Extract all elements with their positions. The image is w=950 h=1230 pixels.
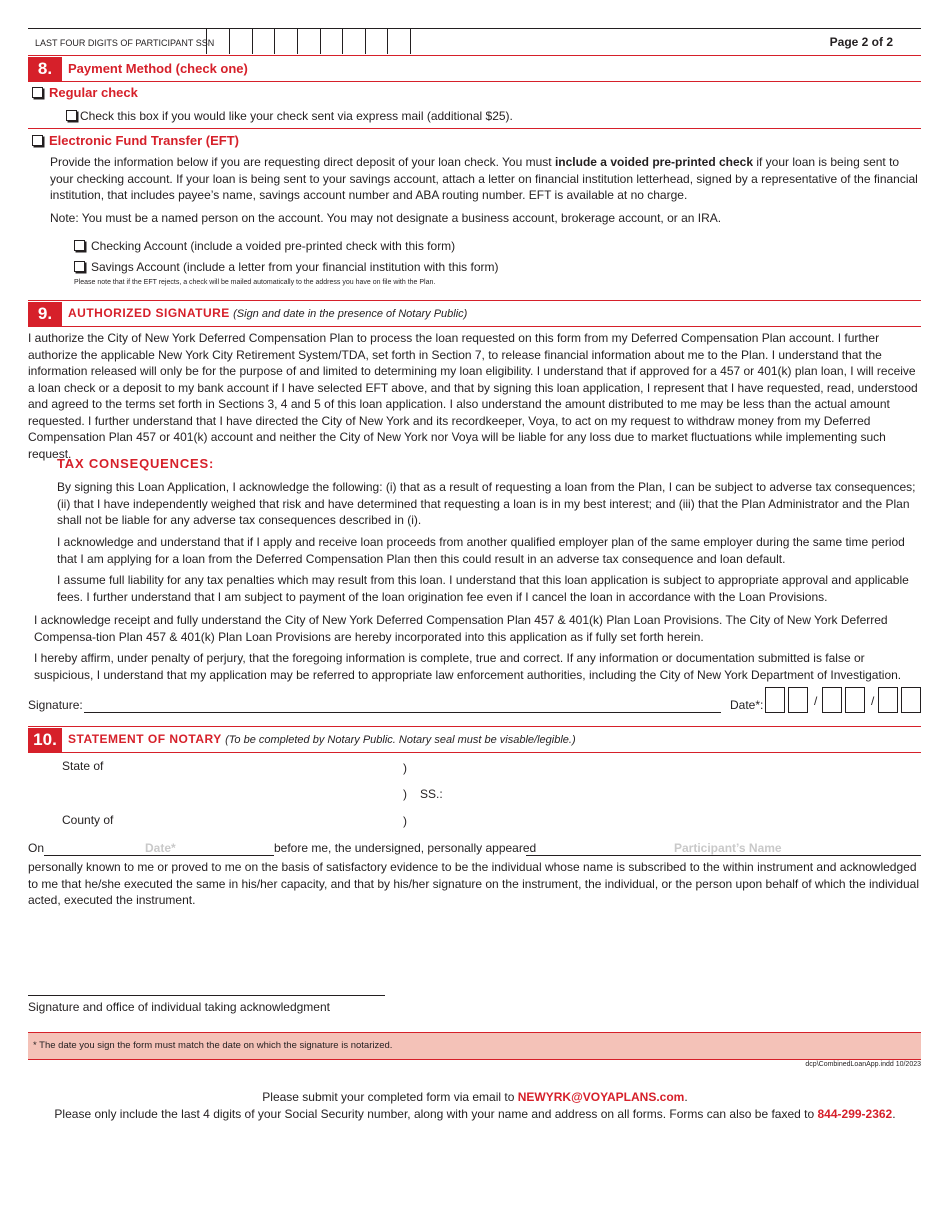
date-month-box-1[interactable] <box>765 687 785 713</box>
eft-text-bold: include a voided pre-printed check <box>554 155 754 169</box>
date-slash: / <box>871 694 875 708</box>
participant-name-line[interactable] <box>526 855 921 856</box>
date-note-banner <box>28 1032 921 1060</box>
ssn-note-text: Please only include the last 4 digits of your Social Security number, along with your name and address on all forms. Forms can also be faxed to <box>54 1107 818 1121</box>
tax-paragraph-2: I acknowledge and understand that if I apply and receive loan proceeds from another qualified employer plan of the same employer during the same time period that I am applying for a loan from the Deferred Compensation Plan then this could result in an adverse tax consequence and loan default. <box>57 535 905 566</box>
ssn-label: LAST FOUR DIGITS OF PARTICIPANT SSN <box>35 38 215 48</box>
section9-subtitle: (Sign and date in the presence of Notary Public) <box>233 308 468 320</box>
savings-label: Savings Account (include a letter from your financial institution with this form) <box>91 260 499 274</box>
tax-consequences-title: TAX CONSEQUENCES: <box>57 456 215 471</box>
eft-option[interactable] <box>32 133 239 148</box>
section9-number: 9. <box>28 302 62 326</box>
signature-label: Signature: <box>28 698 83 712</box>
eft-text-part: Provide the information below if you are requesting direct deposit of your loan check. You must <box>50 155 555 169</box>
checking-label: Checking Account (include a voided pre-printed check with this form) <box>91 239 456 253</box>
eft-title: Electronic Fund Transfer (EFT) <box>49 133 239 148</box>
regular-check-option[interactable] <box>32 85 138 100</box>
savings-checkbox[interactable] <box>74 261 85 272</box>
section9-title-rule <box>28 326 921 327</box>
before-me-text: before me, the undersigned, personally appeared <box>274 841 537 855</box>
section8-top-rule <box>28 55 921 56</box>
ssn-box[interactable] <box>342 29 365 54</box>
date-label: Date*: <box>730 698 764 712</box>
section8-number: 8. <box>28 57 62 81</box>
notary-date-line[interactable] <box>44 855 274 856</box>
section10-number: 10. <box>28 728 62 752</box>
on-label: On <box>28 841 45 855</box>
express-mail-option[interactable] <box>66 108 513 125</box>
checking-checkbox[interactable] <box>74 240 85 251</box>
submit-instructions <box>0 1090 950 1104</box>
eft-note: Note: You must be a named person on the account. You may not designate a business account, brokerage account, or an IRA. <box>50 211 722 225</box>
date-placeholder: Date* <box>145 841 176 855</box>
checking-account-option[interactable] <box>74 238 455 255</box>
authorization-paragraph: I authorize the City of New York Deferred Compensation Plan to process the loan requested on this form from my Deferred Compensation Plan account. I further authorize the applicable New York City Retirement System/TDA, set forth in Section 7, to release financial information about me to the Plan. I understand that the information released will only be for the purpose of and limited to determining my loan eligibility. I understand that if approved for a 457 or 401(k) plan loan, I will receive a loan check or a deposit to my bank account if I have selected EFT above, and that by signing this loan application, I represent that I have requested, read, understood and agreed to the terms set forth in Sections 3, 4 and 5 of this loan application. I also understand the amount distributed to me may be less than the actual amount requested. I further understand that I have directed the City of New York and its recordkeeper, Voya, to act on my request to withdraw money from my Deferred Compensation Plan 457 or 401(k) account and neither the City of New York nor Voya will be liable for any loss due to market fluctuations while implementing such request. <box>28 331 918 461</box>
ssn-box[interactable] <box>297 29 320 54</box>
ssn-box[interactable] <box>365 29 388 54</box>
tax-paragraph-1: By signing this Loan Application, I acknowledge the following: (i) that as a result of requesting a loan from the Plan, I can be subject to adverse tax consequences; (ii) that I have independently weighed that risk and have determined that requesting a loan is in my best interest; and (iii) that the Plan Administrator and the Plan shall not be liable for any adverse tax consequences described in (i). <box>57 480 916 527</box>
ssn-fax-instructions <box>0 1107 950 1121</box>
eft-top-rule <box>28 128 921 129</box>
express-mail-checkbox[interactable] <box>66 110 77 121</box>
notary-body: personally known to me or proved to me on the basis of satisfactory evidence to be the individual whose name is subscribed to the within instrument and acknowledged to me that he/she executed the same in his/her capacity, and that by his/her signature on the instrument, the individual, or the person upon behalf of which the individual acted, executed the instrument. <box>28 860 919 907</box>
savings-account-option[interactable] <box>74 259 499 276</box>
notary-signature-line[interactable] <box>28 995 385 996</box>
page-number: Page 2 of 2 <box>829 35 893 49</box>
submit-text: Please submit your completed form via email to <box>262 1090 518 1104</box>
section10-heading <box>68 732 576 746</box>
eft-reject-note: Please note that if the EFT rejects, a check will be mailed automatically to the address you have on file with the Plan. <box>74 279 436 286</box>
county-of-label: County of <box>62 813 114 827</box>
section10-title-rule <box>28 752 921 753</box>
ssn-box[interactable] <box>274 29 297 54</box>
date-slash: / <box>814 694 818 708</box>
fax-number: 844-299-2362 <box>817 1107 893 1121</box>
date-day-box-1[interactable] <box>822 687 842 713</box>
loan-provisions-paragraph: I acknowledge receipt and fully understand the City of New York Deferred Compensation Plan 457 & 401(k) Plan Loan Provisions. The City of New York Deferred Compensa-tion Plan 457 & 401(k) Plan Loan Provisions are hereby incorporated into this application as if fully set forth herein. <box>34 613 888 644</box>
date-note-text: * The date you sign the form must match the date on which the signature is notarized. <box>33 1040 393 1051</box>
section10-subtitle: (To be completed by Notary Public. Notary seal must be visable/legible.) <box>225 734 576 746</box>
eft-text-part: if your loan is being sent to your checking account. If your loan is being sent to your savings account, attach a letter on financial institution letterhead, signed by a representative of the financial institution, that includes payee’s name, savings account number and ABA routing number. EFT is available at no charge. <box>50 155 918 202</box>
ssn-box[interactable] <box>387 29 411 54</box>
submit-text: . <box>684 1090 688 1104</box>
section10-title: STATEMENT OF NOTARY <box>68 732 222 746</box>
affirmation-paragraph: I hereby affirm, under penalty of perjury, that the foregoing information is complete, true and correct. If any information or documentation submitted is false or suspicious, I understand that my application may be referred to appropriate law enforcement authorities, including the City of New York Department of Investigation. <box>34 651 902 682</box>
ssn-box[interactable] <box>252 29 275 54</box>
ssn-box[interactable] <box>320 29 343 54</box>
section8-title: Payment Method (check one) <box>68 61 248 76</box>
participant-name-placeholder: Participant’s Name <box>674 841 782 855</box>
section10-top-rule <box>28 726 921 727</box>
ssn-box[interactable] <box>229 29 252 54</box>
eft-checkbox[interactable] <box>32 135 43 146</box>
section9-top-rule <box>28 300 921 301</box>
ssn-box[interactable] <box>206 29 229 54</box>
paren: ) <box>403 814 407 828</box>
section8-title-rule <box>28 81 921 82</box>
date-month-box-2[interactable] <box>788 687 808 713</box>
date-year-box-2[interactable] <box>901 687 921 713</box>
regular-check-checkbox[interactable] <box>32 87 43 98</box>
eft-instructions <box>50 154 920 204</box>
date-year-box-1[interactable] <box>878 687 898 713</box>
signature-line[interactable] <box>84 712 721 713</box>
section9-title: AUTHORIZED SIGNATURE <box>68 306 230 320</box>
ssn-note-text: . <box>892 1107 896 1121</box>
tax-paragraph-3: I assume full liability for any tax penalties which may result from this loan. I understand that this loan application is subject to appropriate approval and applicable fees. I further understand that I am subject to payment of the loan origination fee even if I cancel the loan in accordance with the Loan Provisions. <box>57 573 909 604</box>
header-top-rule <box>28 28 921 29</box>
notary-signature-label: Signature and office of individual taking acknowledgment <box>28 1000 330 1014</box>
section9-heading <box>68 306 467 320</box>
file-code: dcp\CombinedLoanApp.indd 10/2023 <box>805 1061 921 1068</box>
ss-label: SS.: <box>420 787 443 801</box>
paren: ) <box>403 761 407 775</box>
express-mail-label: Check this box if you would like your check sent via express mail (additional $25). <box>80 109 513 123</box>
state-of-label: State of <box>62 759 104 773</box>
paren: ) <box>403 787 407 801</box>
date-day-box-2[interactable] <box>845 687 865 713</box>
regular-check-label: Regular check <box>49 85 138 100</box>
email-link[interactable]: NEWYRK@VOYAPLANS.com <box>517 1090 685 1104</box>
